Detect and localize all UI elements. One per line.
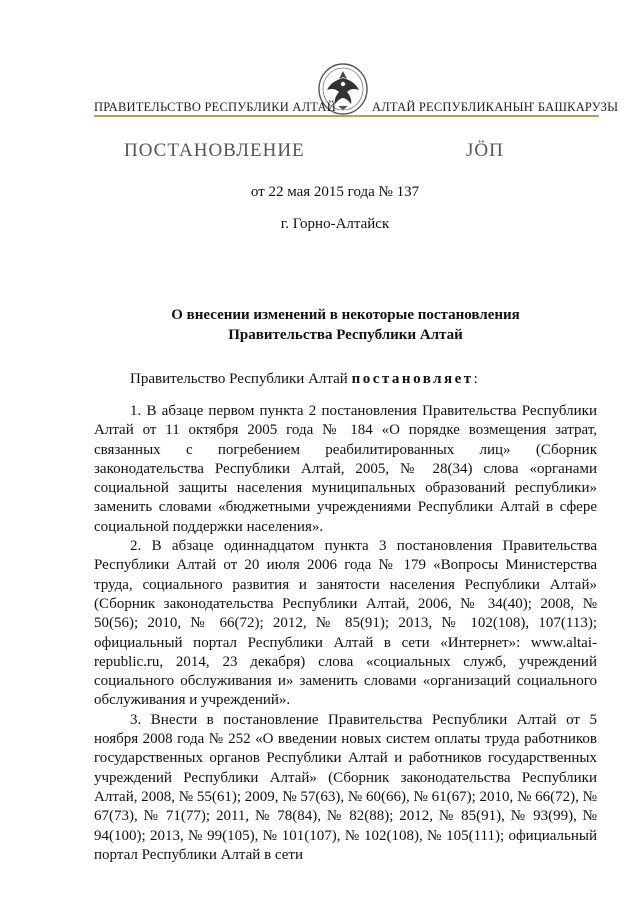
preamble-colon: : <box>473 371 478 387</box>
document-city: г. Горно-Алтайск <box>280 216 390 232</box>
preamble-text: Правительство Республики Алтай <box>130 371 352 387</box>
org-name-altai: АЛТАЙ РЕСПУБЛИКАНЫҤ БАШКАРУЗЫ <box>372 100 619 114</box>
header-divider <box>94 115 599 117</box>
org-name-russian: ПРАВИТЕЛЬСТВО РЕСПУБЛИКИ АЛТАЙ <box>94 100 336 114</box>
document-title <box>94 305 597 345</box>
preamble-decree-word: постановляет <box>351 371 474 387</box>
document-body <box>94 402 597 865</box>
title-line-1: О внесении изменений в некоторые постановления <box>171 307 520 323</box>
paragraph-2: 2. В абзаце одиннадцатом пункта 3 постановления Правительства Республики Алтай от 20 июля 2006 года № 179 «Вопросы Министерства труда, социального развития и занятости населения Республики Алтай» (Сборник законодательства Республики Алтай, 2006, № 34(40); 2008, № 50(56); 2010, № 66(72); 2012, № 85(91); 2013, № 102(108), 107(113); официальный портал Республики Алтай в сети «Интернет»: www.altai-republic.ru, 2014, 23 декабря) слова «социальных служб, учреждений социального обслуживания и» заменить словами «организаций социального обслуживания и учреждений». <box>94 538 597 709</box>
document-date-number: от 22 мая 2015 года № 137 <box>250 184 420 200</box>
document-type-russian: ПОСТАНОВЛЕНИЕ <box>124 140 305 161</box>
paragraph-3: 3. Внести в постановление Правительства Республики Алтай от 5 ноября 2008 года № 252 «О введении новых систем оплаты труда работников государственных органов Республики Алтай и работников государственных учреждений Республики Алтай» (Сборник законодательства Республики Алтай, 2008, № 55(61); 2009, № 57(63), № 60(66), № 61(67); 2010, № 66(72), № 67(73), № 71(77); 2011, № 78(84), № 82(88); 2012, № 85(91), № 93(99), № 94(100); 2013, № 99(105), № 101(107), № 102(108), № 105(111); официальный портал Республики Алтай в сети <box>94 711 597 863</box>
paragraph-1: 1. В абзаце первом пункта 2 постановления Правительства Республики Алтай от 11 октября 2005 года № 184 «О порядке возмещения затрат, связанных с погребением реабилитированных лиц» (Сборник законодательства Республики Алтай, 2005, № 28(34) слова «органами социальной защиты населения муниципальных образований республики» заменить словами «бюджетными учреждениями Республики Алтай в сфере социальной поддержки населения». <box>94 403 597 535</box>
title-line-2: Правительства Республики Алтай <box>228 327 463 343</box>
document-type-altai: JӦП <box>466 140 504 161</box>
preamble <box>130 371 478 388</box>
